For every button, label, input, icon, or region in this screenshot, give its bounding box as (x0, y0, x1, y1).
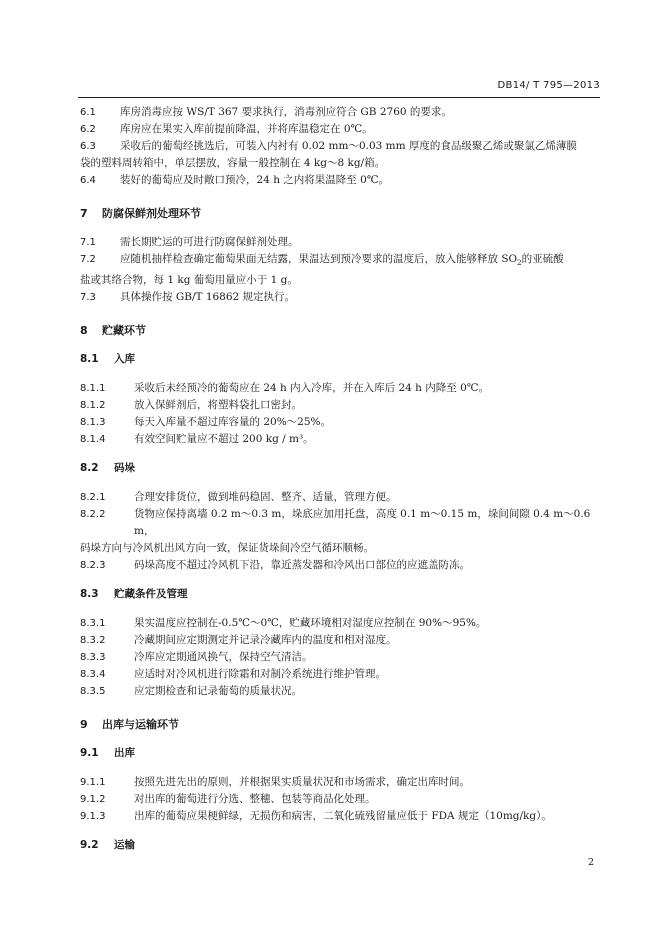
clause-number: 8.3.1 (80, 618, 106, 630)
clause-8-2-2-continuation: 码垛方向与冷风机出风方向一致，保证货垛间冷空气循环顺畅。 (80, 542, 374, 555)
clause-text: 库房应在果实入库前提前降温，并将库温稳定在 0℃。 (120, 123, 373, 135)
clause-text-part: 应随机抽样检查确定葡萄果面无结露，果温达到预冷要求的温度后，放入能够释放 SO (120, 253, 518, 265)
subsection-heading-8-1 (80, 351, 600, 368)
subsection-title: 贮藏条件及管理 (114, 588, 188, 601)
clause-text: 按照先进先出的原则，并根据果实质量状况和市场需求，确定出库时间。 (134, 776, 470, 789)
clause-text: 有效空间贮量应不超过 200 kg / m³。 (134, 433, 314, 446)
document-code: DB14/ T 795—2013 (497, 80, 600, 91)
clause-text: 库房消毒应按 WS/T 367 要求执行，消毒剂应符合 GB 2760 的要求。 (120, 106, 452, 118)
clause-text: 货物应保持离墙 0.2 m～0.3 m，垛底应加用托盘，高度 0.1 m～0.15 m，垛间间隙 0.4 m～0.6 m， (134, 508, 591, 538)
clause-text: 码垛高度不超过冷风机下沿，靠近蒸发器和冷风出口部位的应遮盖防冻。 (134, 559, 470, 572)
subsection-title: 入库 (114, 353, 135, 366)
clause-text: 冷库应定期通风换气，保持空气清洁。 (134, 651, 313, 664)
clause-number: 7.2 (80, 254, 96, 265)
clause-number: 8.3.5 (80, 686, 106, 698)
subsection-number: 9.1 (80, 747, 99, 760)
clause-text: 合理安排货位，做到堆码稳固、整齐、适量，管理方便。 (134, 491, 397, 504)
clause-number: 9.1.3 (80, 811, 106, 823)
clause-7-1 (80, 234, 600, 251)
clause-8-2-1 (80, 489, 600, 506)
clause-8-1-3 (80, 414, 600, 431)
clause-6-3-continuation: 袋的塑料周转箱中，单层摆放，容量一般控制在 4 kg～8 kg/箱。 (80, 157, 386, 169)
clause-8-3-3 (80, 649, 600, 666)
subsection-number: 9.2 (80, 839, 99, 852)
clause-number: 9.1.1 (80, 777, 106, 789)
clause-8-3-1 (80, 615, 600, 632)
clause-text: 采收后的葡萄经挑选后，可装入内衬有 0.02 mm～0.03 mm 厚度的食品级聚乙烯或聚氯乙烯薄膜 (120, 140, 577, 152)
clause-text (120, 251, 600, 272)
clause-9-1-1 (80, 774, 600, 791)
clause-text: 采收后未经预冷的葡萄应在 24 h 内入冷库，并在入库后 24 h 内降至 0℃。 (134, 382, 490, 395)
clause-text: 应定期检查和记录葡萄的质量状况。 (134, 685, 302, 698)
section-number: 7 (80, 207, 88, 220)
clause-text: 果实温度应控制在-0.5℃～0℃，贮藏环境相对湿度应控制在 90%～95%。 (134, 617, 487, 630)
clause-number: 6.3 (80, 141, 96, 152)
clause-number: 7.3 (80, 292, 96, 304)
clause-7-2 (80, 251, 600, 272)
clause-number: 8.3.2 (80, 635, 106, 647)
clause-8-3-5 (80, 683, 600, 700)
header-rule (78, 97, 600, 98)
clause-number: 6.1 (80, 107, 96, 118)
clause-number: 8.1.2 (80, 400, 106, 412)
clause-number: 8.3.3 (80, 652, 106, 664)
clause-number: 6.4 (80, 175, 96, 186)
clause-text: 出库的葡萄应果梗鲜绿，无损伤和病害，二氧化硫残留量应低于 FDA 规定（10mg/kg）。 (134, 810, 552, 823)
page-number: 2 (587, 857, 594, 868)
clause-8-1-2 (80, 397, 600, 414)
clause-8-3-4 (80, 666, 600, 683)
subsection-number: 8.1 (80, 353, 99, 366)
clause-text: 具体操作按 GB/T 16862 规定执行。 (120, 291, 296, 304)
clause-7-2-continuation: 盐或其络合物，每 1 kg 葡萄用量应小于 1 g。 (80, 274, 298, 287)
subsection-title: 运输 (114, 839, 135, 852)
clause-number: 8.2.2 (80, 509, 106, 521)
clause-number: 9.1.2 (80, 794, 106, 806)
section-title: 出库与运输环节 (102, 718, 179, 732)
clause-6-2 (80, 121, 600, 138)
clause-8-1-1 (80, 380, 600, 397)
section-heading-7 (80, 205, 600, 222)
clause-text: 放入保鲜剂后，将塑料袋扎口密封。 (134, 399, 302, 412)
subsection-heading-9-2 (80, 837, 600, 854)
clause-text: 需长期贮运的可进行防腐保鲜剂处理。 (120, 236, 299, 248)
clause-text: 对出库的葡萄进行分选、整穗、包装等商品化处理。 (134, 793, 376, 806)
clause-6-4 (80, 172, 600, 189)
clause-7-3 (80, 289, 600, 306)
section-number: 9 (80, 718, 88, 732)
subsection-number: 8.2 (80, 462, 99, 475)
clause-number: 8.2.1 (80, 492, 106, 504)
clause-number: 8.1.3 (80, 417, 106, 429)
section-heading-9 (80, 716, 600, 733)
section-heading-8 (80, 322, 600, 339)
subsection-title: 出库 (114, 747, 135, 760)
clause-6-3 (80, 138, 600, 155)
clause-text: 应适时对冷风机进行除霜和对制冷系统进行维护管理。 (134, 668, 386, 681)
clause-number: 8.3.4 (80, 669, 106, 681)
document-body (80, 104, 600, 854)
clause-8-3-2 (80, 632, 600, 649)
section-number: 8 (80, 324, 88, 338)
subscript: 2 (517, 259, 522, 268)
subsection-heading-8-2 (80, 460, 600, 477)
clause-text: 装好的葡萄应及时敞口预冷，24 h 之内将果温降至 0℃。 (120, 174, 390, 186)
clause-text: 每天入库量不超过库容量的 20%～25%。 (134, 416, 332, 429)
clause-number: 8.2.3 (80, 560, 106, 572)
clause-9-1-3 (80, 808, 600, 825)
clause-8-2-2 (80, 506, 600, 540)
clause-8-2-3 (80, 557, 600, 574)
clause-text-part: 的亚硫酸 (521, 253, 564, 265)
clause-text: 冷藏期间应定期测定并记录冷藏库内的温度和相对湿度。 (134, 634, 397, 647)
clause-6-1 (80, 104, 600, 121)
subsection-heading-9-1 (80, 745, 600, 762)
subsection-number: 8.3 (80, 588, 99, 601)
clause-9-1-2 (80, 791, 600, 808)
clause-number: 7.1 (80, 237, 96, 248)
subsection-title: 码垛 (114, 462, 135, 475)
section-title: 贮藏环节 (102, 324, 146, 338)
clause-8-1-4 (80, 431, 600, 448)
subsection-heading-8-3 (80, 586, 600, 603)
clause-number: 8.1.4 (80, 434, 106, 446)
clause-number: 8.1.1 (80, 383, 106, 395)
section-title: 防腐保鲜剂处理环节 (102, 207, 201, 220)
clause-number: 6.2 (80, 124, 96, 135)
